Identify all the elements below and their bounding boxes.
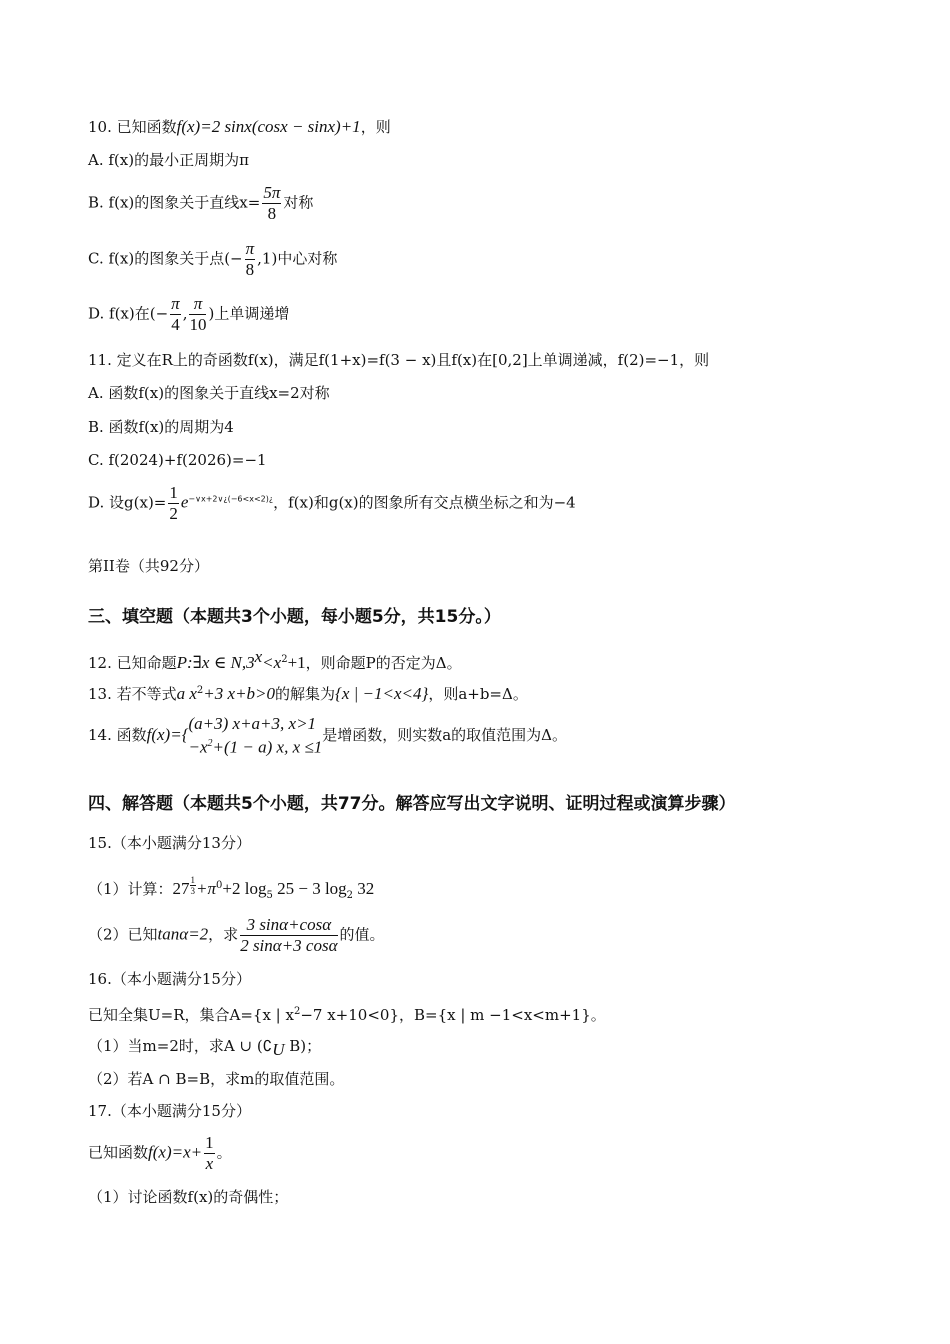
q17-title: 17.（本小题满分15分） — [88, 1102, 251, 1120]
section-four-heading: 四、解答题（本题共5个小题，共77分。解答应写出文字说明、证明过程或演算步骤） — [88, 794, 736, 814]
q15-part1: （1）计算：27 $^{\frac{1}{3}}$ $+\pi^0+2$ $\log_5 25 - 3$ $\log_2 32$ — [88, 875, 375, 901]
fraction: $\frac{3 \sin\alpha+\cos\alpha}{2 \sin\alpha+3 \cos\alpha}$ — [240, 915, 338, 955]
q10-option-d: D. f(x)在(− $\frac{\pi}{4}$ , $\frac{\pi}{10}$ )上单调递增 — [88, 294, 290, 334]
q11-option-b: B. 函数f(x)的周期为4 — [88, 418, 234, 436]
q10-option-b: B. f(x)的图象关于直线x= $\frac{5\pi}{8}$ 对称 — [88, 183, 314, 223]
q16-stem: 已知全集U=R，集合A={x | $x^2-7$ x+10<0}，B={x | m −1<x<m+1}。 — [88, 1006, 606, 1024]
q10-option-c: C. f(x)的图象关于点(− $\frac{\pi}{8}$ ,1)中心对称 — [88, 239, 338, 279]
exponent-fraction: 1 3 — [190, 875, 196, 896]
q11-stem: 11. 定义在R上的奇函数f(x)，满足f(1+x)=f(3 − x)且f(x)在[0,2]上单调递减，f(2)=−1，则 — [88, 351, 710, 369]
fraction: $\frac{1}{2}$ — [169, 483, 178, 523]
fraction: $\frac{5\pi}{8}$ — [263, 183, 281, 223]
q11-option-c: C. f(2024)+f(2026)=−1 — [88, 451, 267, 469]
q14: 14. 函数f(x)={ (a+3) x+a+3, x>1 $-x^2+(1 - a)$ x, x ≤1 是增函数，则实数a的取值范围为Δ。 — [88, 714, 567, 757]
fraction: $\frac{\pi}{4}$ — [171, 294, 180, 334]
fraction: $\frac{1}{x}$ — [205, 1133, 214, 1173]
q11-option-a: A. 函数f(x)的图象关于直线x=2对称 — [88, 384, 330, 402]
q15-title: 15.（本小题满分13分） — [88, 834, 251, 852]
q13: 13. 若不等式a $x^2+3$ x+b>0的解集为{x | −1<x<4}，则a+b=Δ。 — [88, 684, 528, 703]
q17-stem: 已知函数f(x)=x+ $\frac{1}{x}$ 。 — [88, 1133, 232, 1173]
q11-option-d: D. 设g(x)= $\frac{1}{2}$ $e^{-\vee x+2\vee¿(-6<x<2)¿}$，f(x)和g(x)的图象所有交点横坐标之和为−4 — [88, 483, 576, 523]
fraction: $\frac{\pi}{10}$ — [189, 294, 207, 334]
fraction: $\frac{\pi}{8}$ — [245, 239, 255, 279]
q10-stem: 10. 已知函数f(x)=2 sinx(cosx − sinx)+1，则 — [88, 117, 391, 136]
q16-title: 16.（本小题满分15分） — [88, 970, 251, 988]
q17-part1: （1）讨论函数f(x)的奇偶性； — [88, 1188, 289, 1206]
q12: 12. 已知命题P:∃x ∈ $N,3^x<x^2+1$，则命题P的否定为Δ。 — [88, 647, 462, 672]
q15-part2: （2）已知tanα=2，求 $\frac{3 \sin\alpha+\cos\alpha}{2 \sin\alpha+3 \cos\alpha}$ 的值。 — [88, 915, 385, 955]
q10-option-a: A. f(x)的最小正周期为π — [88, 151, 249, 169]
q16-part2: （2）若A ∩ B=B，求m的取值范围。 — [88, 1070, 345, 1088]
section-three-heading: 三、填空题（本题共3个小题，每小题5分，共15分。） — [88, 607, 501, 627]
piecewise-function: (a+3) x+a+3, x>1 $-x^2+(1 - a)$ x, x ≤1 — [188, 714, 323, 757]
part-two-heading: 第II卷（共92分） — [88, 557, 209, 575]
q16-part1: （1）当m=2时，求A ∪ ($∁_U$ B)； — [88, 1037, 322, 1059]
